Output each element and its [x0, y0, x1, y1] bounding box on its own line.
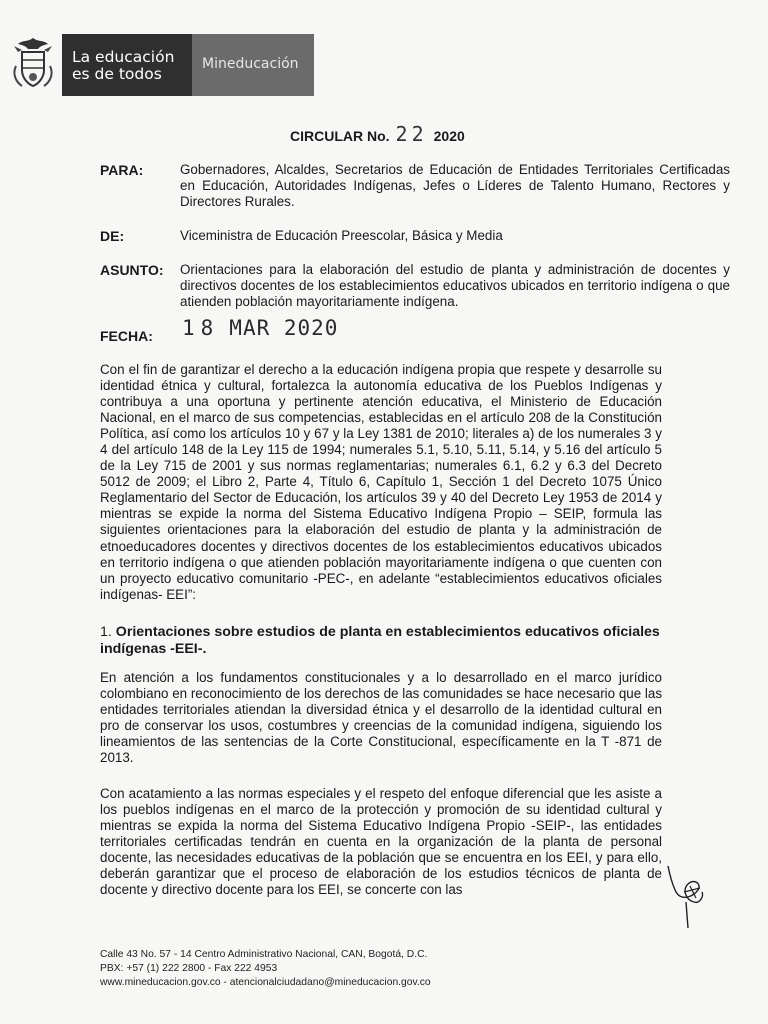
circular-label: CIRCULAR No.: [290, 128, 390, 144]
footer-contact: [100, 948, 431, 990]
colombia-coat-of-arms-icon: [8, 36, 58, 92]
circular-number: 22: [395, 122, 428, 146]
section-heading: [100, 624, 670, 658]
section-title-text: Orientaciones sobre estudios de planta en establecimientos educativos oficiales indígenas -EEI-.: [100, 624, 660, 657]
paragraph-2: En atención a los fundamentos constitucionales y a lo desarrollado en el marco jurídico colombiano en reconocimiento de los derechos de las comunidades se hace necesario que las entidades territoriales atiendan la diversidad étnica y el desarrollo de la identidad cultural en pro de conservar los usos, costumbres y creencias de la comunidad indígena, siguiendo los lineamientos de las sentencias de la Corte Constitucional, específicamente en la T -871 de 2013.: [100, 670, 663, 766]
de-value: Viceministra de Educación Preescolar, Básica y Media: [180, 228, 503, 243]
fecha-day: 18: [182, 316, 220, 340]
slogan-line-1: La educación: [72, 48, 175, 66]
de-label: DE:: [100, 228, 125, 244]
ministry-banner: [62, 34, 314, 96]
paragraph-3: Con acatamiento a las normas especiales y el respeto del enfoque diferencial que les asiste a los pueblos indígenas en el marco de la protección y promoción de su identidad cultural y mientras se expida la norma del Sistema Educativo Indígena Propio -SEIP-, las entidades territoriales certificadas tendrán en cuenta en la organización de la planta de personal docente, las necesidades educativas de la población que se encuentra en los EEI, y para ello, deberán garantizar que el proceso de elaboración de los estudios técnicos de planta de docente y directivo docente para los EEI, se concerte con las: [100, 786, 662, 898]
circular-heading: [290, 122, 465, 146]
circular-year: 2020: [433, 128, 465, 144]
banner-slogan: [62, 34, 192, 96]
initials-signature-icon: [664, 862, 710, 932]
section-number: 1.: [100, 624, 112, 640]
asunto-label: ASUNTO:: [100, 262, 164, 278]
para-value: Gobernadores, Alcaldes, Secretarios de Educación de Entidades Territoriales Certificadas en Educación, Autoridades Indígenas, Jefes o Líderes de Talento Humano, Rectores y Directores Rurales.: [180, 162, 730, 209]
intro-paragraph: Con el fin de garantizar el derecho a la educación indígena propia que respete y desarrolle su identidad étnica y cultural, fortalezca la autonomía educativa de los Pueblos Indígenas y contribuya a una oportuna y pertinente atención educativa, el Ministerio de Educación Nacional, en el marco de sus competencias, establecidas en el artículo 208 de la Constitución Política, así como los artículos 10 y 67 y la Ley 1381 de 2010; literales a) de los numerales 3 y 4 del artículo 148 de la Ley 115 de 1994; numerales 5.1, 5.10, 5.11, 5.14, y 5.16 del artículo 5 de la Ley 715 de 2001 y sus normas reglamentarias; numerales 6.1, 6.2 y 6.3 del Decreto 5012 de 2009; el Libro 2, Parte 4, Título 6, Capítulo 1, Sección 1 del Decreto 1075 Único Reglamentario del Sector de Educación, los artículos 39 y 40 del Decreto Ley 1953 de 2014 y mientras se expide la norma del Sistema Educativo Indígena Propio – SEIP, formula las siguientes orientaciones para la elaboración del estudio de planta y la administración de etnoeducadores docentes y directivos docentes de los establecimientos educativos ubicados en territorio indígena o que atienden población mayoritariamente indígena o que cuenten con un proyecto educativo comunitario -PEC-, en adelante “establecimientos educativos oficiales indígenas- EEI”:: [100, 362, 662, 602]
asunto-value: Orientaciones para la elaboración del estudio de planta y administración de docentes y directivos docentes de los establecimientos educativos ubicados en territorio indígena o que atienden población mayoritariamente indígena.: [180, 262, 730, 309]
para-label: PARA:: [100, 162, 144, 178]
fecha-month-year: MAR 2020: [229, 316, 339, 340]
fecha-stamp: [182, 316, 338, 340]
ministry-name: Mineducación: [192, 34, 314, 96]
slogan-line-2: es de todos: [72, 65, 162, 83]
footer-address: Calle 43 No. 57 - 14 Centro Administrativo Nacional, CAN, Bogotá, D.C.: [100, 949, 428, 960]
footer-phone: PBX: +57 (1) 222 2800 - Fax 222 4953: [100, 963, 278, 974]
fecha-label: FECHA:: [100, 328, 153, 344]
footer-web[interactable]: www.mineducacion.gov.co - atencionalciudadano@mineducacion.gov.co: [100, 977, 431, 988]
